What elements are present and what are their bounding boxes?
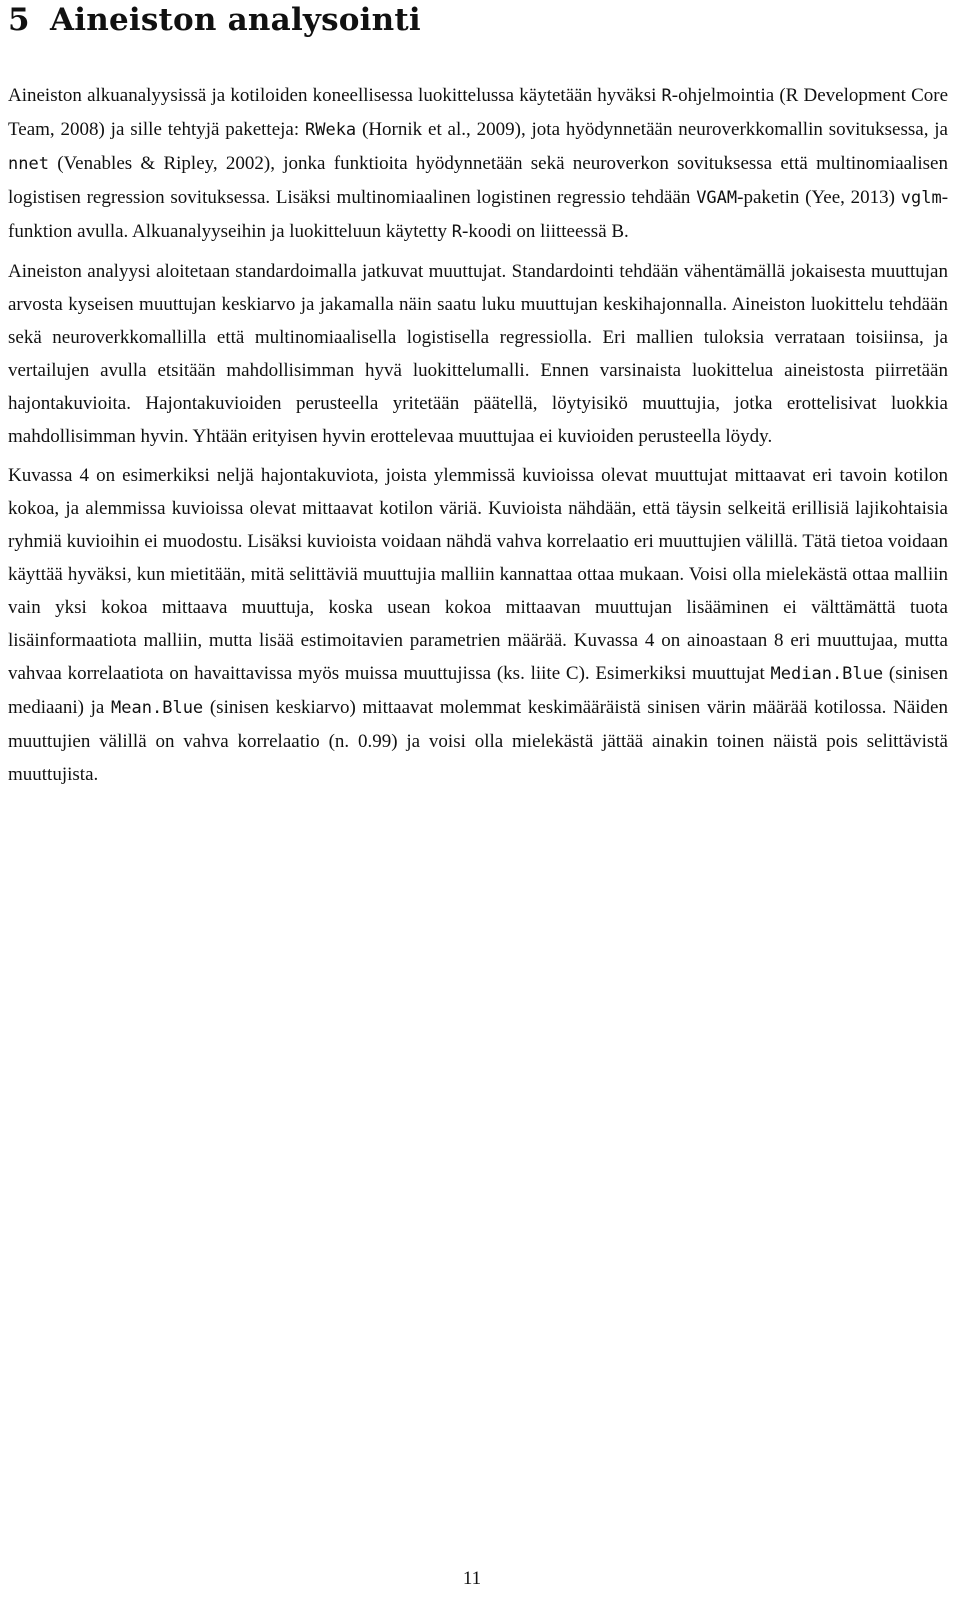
text-span: Kuvassa 4 on esimerkiksi neljä hajontakuviota, joista ylemmissä kuvioissa olevat muuttujat mittaavat eri tavoin kotilon kokoa, ja alemmissa kuvioissa olevat mittaavat kotilon väriä. Kuvioista nähdään, että täysin selkeitä erillisiä lajikohtaisia ryhmiä kuvioihin ei muodostu. Lisäksi kuvioista voidaan nähdä vahva korrelaatio eri muuttujien välillä. Tätä tietoa voidaan käyttää hyväksi, kun mietitään, mitä selittäviä muuttujia malliin kannattaa ottaa mukaan. Voisi olla mielekästä ottaa malliin vain yksi kokoa mittaava muuttuja, koska usean kokoa mittaavan muuttujan lisääminen ei välttämättä tuota lisäinformaatiota malliin, mutta lisää estimoitavien parametrien määrää. Kuvassa 4 on ainoastaan 8 eri muuttujaa, mutta vahvaa korrelaatiota on havaittavissa myös muissa muuttujissa (ks. liite C). Esimerkiksi muuttujat <box>8 465 948 684</box>
paragraph-software <box>8 79 948 249</box>
text-span: -koodi on liitteessä B. <box>462 221 629 242</box>
code-rweka: RWeka <box>304 120 357 140</box>
document-page <box>8 0 948 791</box>
code-nnet: nnet <box>8 154 49 174</box>
text-span: (sinisen mediaani) ja <box>8 663 948 718</box>
section-heading <box>8 0 948 40</box>
code-median-blue: Median.Blue <box>770 664 884 684</box>
text-span: Aineiston alkuanalyysissä ja kotiloiden koneellisessa luokittelussa käytetään hyväksi <box>8 85 662 106</box>
code-r: R <box>451 222 463 242</box>
code-r: R <box>661 86 672 106</box>
paragraph-figure-discussion <box>8 459 948 791</box>
code-vgam: VGAM <box>696 188 738 208</box>
text-span: (Venables & Ripley, 2002), jonka funktioita hyödynnetään sekä neuroverkon sovituksessa että multinomiaalisen logistisen regression sovituksessa. Lisäksi multinomiaalinen logistinen regressio tehdään <box>8 153 948 208</box>
page-number: 11 <box>462 1568 482 1589</box>
section-number: 5 <box>8 2 30 38</box>
code-vglm: vglm <box>900 188 942 208</box>
text-span: -ohjelmointia (R Development Core Team, 2008) ja sille tehtyjä paketteja: <box>8 85 948 140</box>
text-span: (Hornik et al., 2009), jota hyödynnetään neuroverkkomallin sovituksessa, ja <box>356 119 948 140</box>
code-mean-blue: Mean.Blue <box>111 698 204 718</box>
text-span: -paketin (Yee, 2013) <box>737 187 901 208</box>
paragraph-analysis: Aineiston analyysi aloitetaan standardoimalla jatkuvat muuttujat. Standardointi tehdään vähentämällä jokaisesta muuttujan arvosta kyseisen muuttujan keskiarvo ja jakamalla näin saatu luku muuttujan keskihajonnalla. Aineiston luokittelu tehdään sekä neuroverkkomallilla että multinomiaalisella logistisella regressiolla. Eri mallien tuloksia verrataan toisiinsa, ja vertailujen avulla etsitään mahdollisimman hyvä luokittelumalli. Ennen varsinaista luokittelua aineistosta piirretään hajontakuvioita. Hajontakuvioiden perusteella yritetään päätellä, löytyisikö muuttujia, jotka erottelisivat luokkia mahdollisimman hyvin. Yhtään erityisen hyvin erottelevaa muuttujaa ei kuvioiden perusteella löydy. <box>8 261 948 447</box>
text-span: -funktion avulla. Alkuanalyyseihin ja luokitteluun käytetty <box>8 187 949 242</box>
text-span: (sinisen keskiarvo) mittaavat molemmat keskimääräistä sinisen värin määrää kotilossa. Näiden muuttujien välillä on vahva korrelaatio (n. 0.99) ja voisi olla mielekästä jättää ainakin toinen näistä pois selittävistä muuttujista. <box>8 697 948 785</box>
section-title: Aineiston analysointi <box>50 2 421 38</box>
